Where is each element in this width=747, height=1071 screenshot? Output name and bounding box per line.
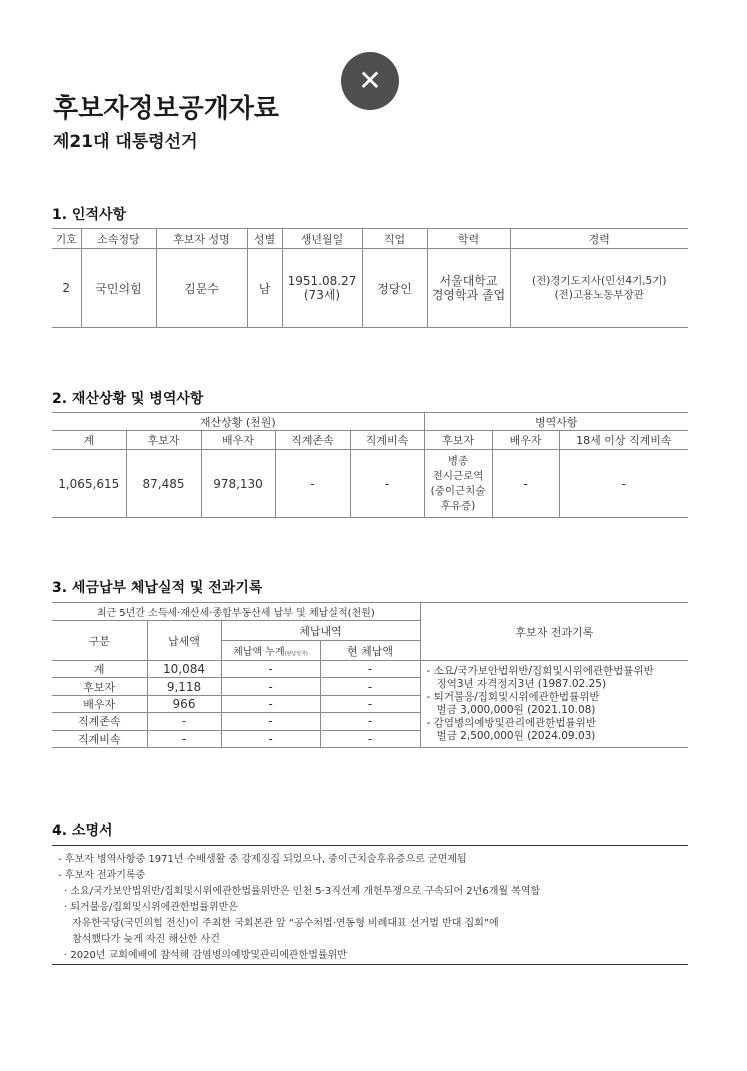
tax-row-current: - xyxy=(320,713,420,730)
table-group-row xyxy=(52,603,688,621)
tax-row-paid: - xyxy=(147,730,221,747)
statement-line: · 2020년 교회예배에 참석해 감염병의예방및관리에관한법률위반 xyxy=(64,950,347,961)
statement-line: 자유한국당(국민의힘 전신)이 주최한 국회본관 앞 “공수처법·연동형 비례대표 선거법 반대 집회”에 xyxy=(72,918,499,929)
tax-row-paid: 966 xyxy=(147,695,221,712)
military-line-4: 후유증) xyxy=(440,499,476,512)
header-gender: 성별 xyxy=(247,229,282,249)
personal-info-table xyxy=(52,228,688,328)
close-button[interactable] xyxy=(341,52,399,110)
military-line-1: 병종 xyxy=(447,454,469,467)
tax-row-cumulative: - xyxy=(221,678,320,695)
header-arrears-cumulative xyxy=(221,641,320,661)
header-arrears-current: 현 체납액 xyxy=(320,641,420,661)
table-header-row xyxy=(52,229,688,249)
tax-records-table xyxy=(52,602,688,748)
criminal-records xyxy=(420,661,688,748)
tax-row-current: - xyxy=(320,695,420,712)
career-line-2: (전)고용노동부장관 xyxy=(554,289,644,301)
military-candidate xyxy=(424,450,492,518)
tax-row-cumulative: - xyxy=(221,661,320,678)
tax-row-paid: - xyxy=(147,713,221,730)
military-spouse: - xyxy=(492,450,559,518)
header-career: 경력 xyxy=(510,229,688,249)
record-line: 징역3년 자격정지3년 (1987.02.25) xyxy=(436,678,607,690)
group-military: 병역사항 xyxy=(424,413,688,431)
candidate-birth xyxy=(282,249,362,328)
candidate-gender: 남 xyxy=(247,249,282,328)
military-children: - xyxy=(559,450,688,518)
record-line: - 감염병의예방및관리에관한법률위반 xyxy=(426,717,596,729)
page-title: 후보자정보공개자료 xyxy=(53,94,280,124)
tax-row-label: 계 xyxy=(52,661,147,678)
tax-row-cumulative: - xyxy=(221,695,320,712)
career-line-1: (전)경기도지사(민선4기,5기) xyxy=(531,275,667,287)
arrears-cumulative-label: 체납액 누계 xyxy=(233,647,285,658)
record-line: 벌금 3,000,000원 (2021.10.08) xyxy=(436,704,596,716)
tax-row-current: - xyxy=(320,678,420,695)
tax-row-paid: 9,118 xyxy=(147,678,221,695)
group-property: 재산상황 (천원) xyxy=(52,413,424,431)
section-4-heading: 4. 소명서 xyxy=(52,823,113,839)
candidate-education xyxy=(427,249,510,328)
section-2-heading: 2. 재산상황 및 병역사항 xyxy=(52,391,204,407)
page-subtitle: 제21대 대통령선거 xyxy=(53,132,198,152)
age: (73세) xyxy=(303,288,341,302)
group-tax: 최근 5년간 소득세·재산세·종합부동산세 납부 및 체납실적(천원) xyxy=(52,603,420,621)
tax-row-current: - xyxy=(320,661,420,678)
header-descendant: 직계비속 xyxy=(350,431,424,450)
property-military-table xyxy=(52,412,688,518)
header-birth: 생년월일 xyxy=(282,229,362,249)
candidate-party: 국민의힘 xyxy=(81,249,156,328)
close-icon: ✕ xyxy=(358,64,382,97)
header-party: 소속정당 xyxy=(81,229,156,249)
tax-row-label: 직계존속 xyxy=(52,713,147,730)
table-group-row xyxy=(52,413,688,431)
property-spouse: 978,130 xyxy=(201,450,275,518)
property-ascendant: - xyxy=(275,450,350,518)
tax-row-label: 배우자 xyxy=(52,695,147,712)
tax-row-cumulative: - xyxy=(221,730,320,747)
header-ascendant: 직계존속 xyxy=(275,431,350,450)
header-education: 학력 xyxy=(427,229,510,249)
header-job: 직업 xyxy=(362,229,427,249)
education-line-2: 경영학과 졸업 xyxy=(431,288,506,302)
tax-row-current: - xyxy=(320,730,420,747)
property-descendant: - xyxy=(350,450,424,518)
candidate-number: 2 xyxy=(52,249,81,328)
table-row xyxy=(52,249,688,328)
statement-box xyxy=(52,845,688,965)
candidate-name: 김문수 xyxy=(156,249,247,328)
header-total: 계 xyxy=(52,431,126,450)
header-number: 기호 xyxy=(52,229,81,249)
statement-line: - 후보자 병역사항중 1971년 수배생활 중 강제징집 되었으나, 중이근치술후유증으로 군면제됨 xyxy=(58,854,467,865)
section-3-heading: 3. 세금납부 체납실적 및 전과기록 xyxy=(52,580,263,596)
header-spouse: 배우자 xyxy=(201,431,275,450)
birth-date: 1951.08.27 xyxy=(287,274,357,288)
group-records: 후보자 전과기록 xyxy=(420,603,688,661)
table-header-row xyxy=(52,431,688,450)
record-line: - 퇴거불응/집회및시위에관한법률위반 xyxy=(426,691,600,703)
tax-row-paid: 10,084 xyxy=(147,661,221,678)
arrears-cumulative-note: (완납일자) xyxy=(284,651,308,657)
property-total: 1,065,615 xyxy=(52,450,126,518)
property-candidate: 87,485 xyxy=(126,450,201,518)
tax-row-cumulative: - xyxy=(221,713,320,730)
header-name: 후보자 성명 xyxy=(156,229,247,249)
header-category: 구분 xyxy=(52,621,147,661)
military-line-2: 전시근로역 xyxy=(432,469,484,482)
table-row xyxy=(52,450,688,518)
header-mil-candidate: 후보자 xyxy=(424,431,492,450)
statement-line: · 소요/국가보안법위반/집회및시위에관한법률위반은 인천 5·3직선제 개헌투쟁으로 구속되어 2년6개월 복역함 xyxy=(64,886,541,897)
education-line-1: 서울대학교 xyxy=(439,274,498,288)
header-mil-children: 18세 이상 직계비속 xyxy=(559,431,688,450)
statement-line: 참석했다가 늦게 자진 해산한 사건 xyxy=(72,934,220,945)
record-line: - 소요/국가보안법위반/집회및시위에관한법률위반 xyxy=(426,665,654,677)
military-line-3: (중이근치술 xyxy=(430,484,486,497)
candidate-career xyxy=(510,249,688,328)
tax-row-label: 후보자 xyxy=(52,678,147,695)
statement-line: · 퇴거불응/집회및시위에관한법률위반은 xyxy=(64,902,238,913)
header-arrears-group: 체납내역 xyxy=(221,621,420,641)
record-line: 벌금 2,500,000원 (2024.09.03) xyxy=(436,730,596,742)
header-candidate: 후보자 xyxy=(126,431,201,450)
section-1-heading: 1. 인적사항 xyxy=(52,207,127,223)
tax-row-label: 직계비속 xyxy=(52,730,147,747)
header-paid: 납세액 xyxy=(147,621,221,661)
candidate-job: 정당인 xyxy=(362,249,427,328)
table-row xyxy=(52,661,688,678)
header-mil-spouse: 배우자 xyxy=(492,431,559,450)
statement-line: - 후보자 전과기록중 xyxy=(58,870,146,881)
